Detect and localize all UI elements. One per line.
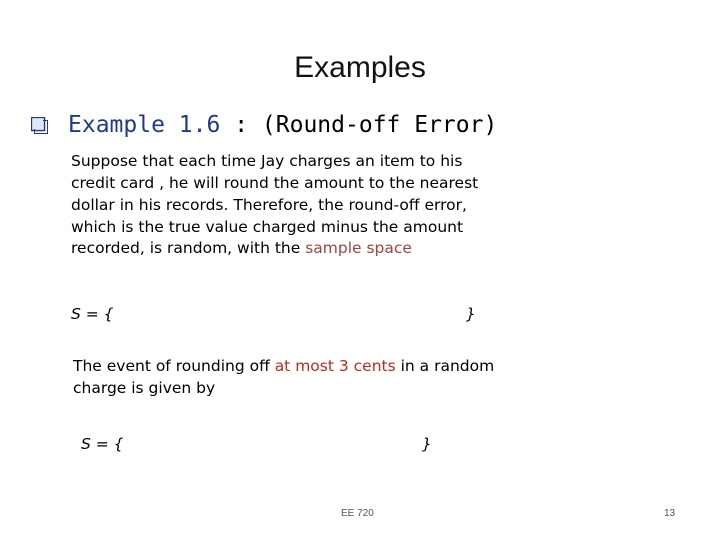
example-label: Example bbox=[68, 112, 165, 138]
paragraph2-line1-prefix: The event of rounding off bbox=[73, 357, 275, 375]
checkbox-bullet-icon bbox=[31, 117, 48, 134]
paragraph1-line4: which is the true value charged minus the amount bbox=[71, 218, 464, 236]
example-number: 1.6 bbox=[178, 112, 221, 138]
at-most-3-cents-highlight: at most 3 cents bbox=[274, 357, 396, 375]
footer-page-number: 13 bbox=[664, 508, 676, 519]
slide-title: Examples bbox=[294, 51, 426, 84]
set2-close: } bbox=[422, 435, 432, 453]
paragraph1-line3: dollar in his records. Therefore, the round-off error, bbox=[71, 196, 467, 214]
sample-space-highlight: sample space bbox=[305, 239, 412, 257]
paragraph1-line5 bbox=[71, 237, 412, 259]
set2-open: S = { bbox=[81, 435, 124, 453]
paragraph1-line2: credit card , he will round the amount to the nearest bbox=[71, 174, 479, 192]
example-subtitle: (Round-off Error) bbox=[261, 112, 498, 138]
paragraph2-line1-suffix: in a random bbox=[395, 357, 495, 375]
footer-course: EE 720 bbox=[341, 508, 374, 519]
example-heading bbox=[68, 109, 497, 141]
paragraph2-line2: charge is given by bbox=[73, 379, 216, 397]
set1-close: } bbox=[466, 305, 476, 323]
example-colon: : bbox=[234, 112, 249, 138]
paragraph1-line5-text: recorded, is random, with the bbox=[71, 239, 306, 257]
paragraph2-line1 bbox=[73, 355, 494, 377]
paragraph1-line1: Suppose that each time Jay charges an item to his bbox=[71, 152, 463, 170]
set1-open: S = { bbox=[71, 305, 114, 323]
